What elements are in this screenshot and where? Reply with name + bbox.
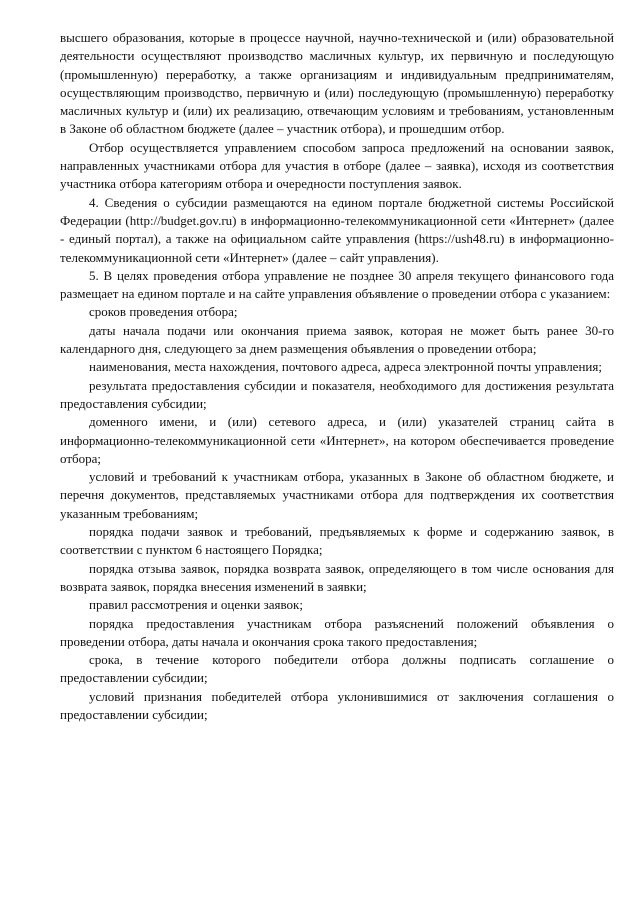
paragraph: Отбор осуществляется управлением способом запроса предложений на основании заявок, направленных участниками отбора для участия в отборе (далее – заявка), исходя из соответствия участника отбора категориям отбора и очередности поступления заявок. — [60, 139, 614, 192]
document-body — [60, 29, 614, 724]
paragraph: условий признания победителей отбора уклонившимися от заключения соглашения о предоставлении субсидии; — [60, 688, 614, 722]
paragraph: правил рассмотрения и оценки заявок; — [89, 597, 303, 613]
paragraph: порядка подачи заявок и требований, предъявляемых к форме и содержанию заявок, в соответствии с пунктом 6 настоящего Порядка; — [60, 524, 614, 558]
paragraph: даты начала подачи или окончания приема заявок, которая не может быть ранее 30-го календарного дня, следующего за днем размещения объявления о проведении отбора; — [60, 322, 614, 357]
paragraph: результата предоставления субсидии и показателя, необходимого для достижения результата предоставления субсидии; — [60, 377, 614, 411]
paragraph: высшего образования, которые в процессе научной, научно-технической и (или) образовательной деятельности осуществляют производство масличных культур, их первичную и последующую (промышленную) переработку, а также организациям и индивидуальным предпринимателям, осуществляющим производство, первичную и (или) последующую (промышленную) переработку масличных культур и (или) их реализацию, отвечающим условиям и требованиям, установленным в Законе об областном бюджете (далее – участник отбора), и прошедшим отбор. — [60, 30, 614, 137]
paragraph: порядка отзыва заявок, порядка возврата заявок, определяющего в том числе основания для возврата заявок, порядка внесения изменений в заявки; — [60, 560, 614, 594]
paragraph: наименования, места нахождения, почтового адреса, адреса электронной почты управления; — [89, 359, 602, 375]
paragraph: условий и требований к участникам отбора, указанных в Законе об областном бюджете, и перечня документов, представляемых участниками отбора для подтверждения их соответствия указанным требованиям; — [60, 469, 614, 521]
paragraph: 5. В целях проведения отбора управление не позднее 30 апреля текущего финансового года размещает на едином портале и на сайте управления объявление о проведении отбора с указанием: — [60, 267, 614, 302]
paragraph: порядка предоставления участникам отбора разъяснений положений объявления о проведении отбора, даты начала и окончания срока такого предоставления; — [60, 615, 614, 649]
paragraph: срока, в течение которого победители отбора должны подписать соглашение о предоставлении субсидии; — [60, 652, 614, 686]
paragraph: сроков проведения отбора; — [89, 304, 238, 320]
paragraph: доменного имени, и (или) сетевого адреса, и (или) указателей страниц сайта в информационно-телекоммуникационной сети «Интернет», на котором обеспечивается проведение отбора; — [60, 414, 614, 466]
paragraph: 4. Сведения о субсидии размещаются на едином портале бюджетной системы Российской Федерации (http://budget.gov.ru) в информационно-телекоммуникационной сети «Интернет» (далее - единый портал), а также на официальном сайте управления (https://ush48.ru) в информационно-телекоммуникационной сети «Интернет» (далее – сайт управления). — [60, 194, 614, 265]
